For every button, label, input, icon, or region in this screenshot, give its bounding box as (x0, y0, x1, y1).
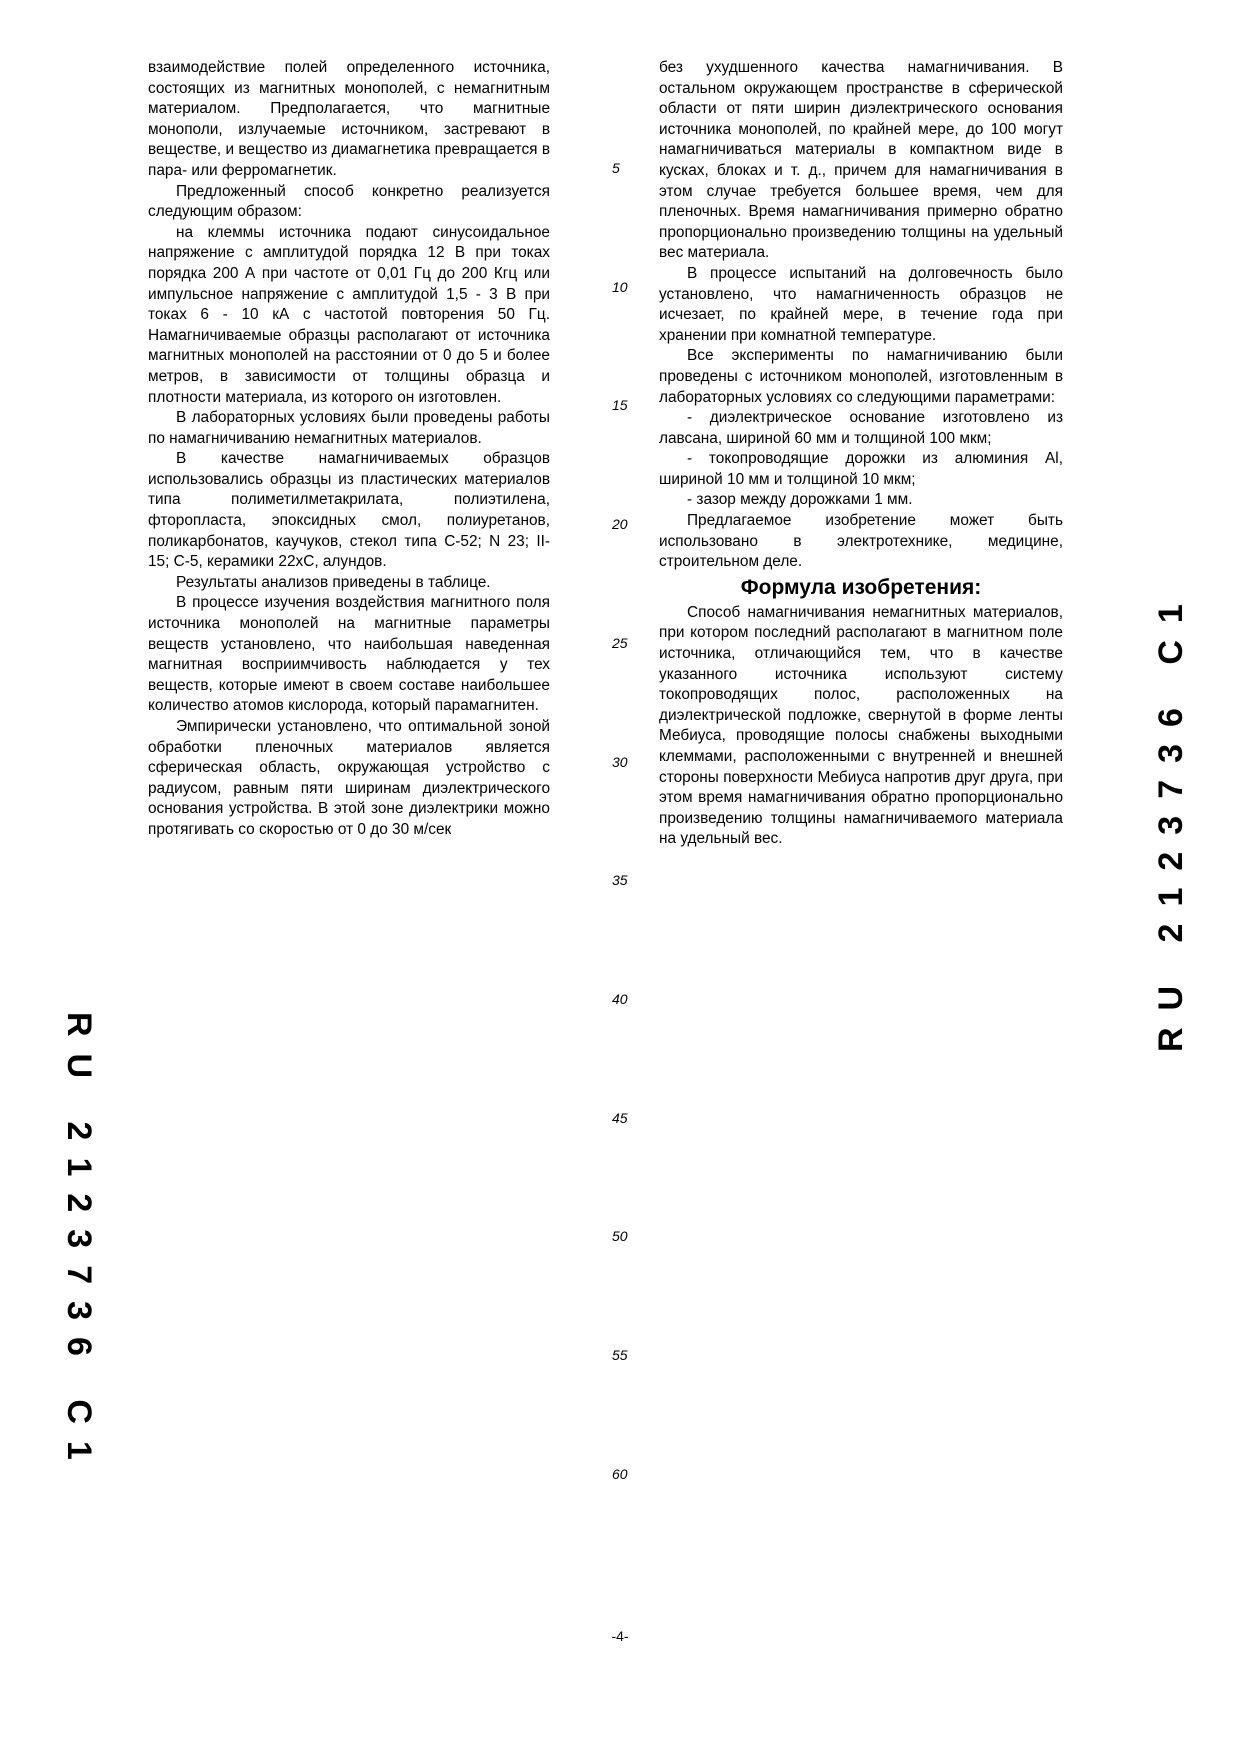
line-number: 45 (612, 1109, 628, 1126)
line-number: 30 (612, 753, 628, 770)
side-label-right: RU 2123736 C1 (1152, 587, 1190, 1052)
paragraph: взаимодействие полей определенного источника, состоящих из магнитных монополей, с немагнитным материалом. Предполагается, что магнитные монополи, излучаемые источником, застревают в веществе, и вещество из диамагнетика превращается в пара- или ферромагнетик. (148, 59, 550, 179)
paragraph: на клеммы источника подают синусоидальное напряжение с амплитудой порядка 12 В при токах порядка 200 А при частоте от 0,01 Гц до 200 Кгц или импульсное напряжение с амплитудой 1,5 - 3 В при токах 6 - 10 кА с частотой повторения 50 Гц. Намагничиваемые образцы располагают от источника магнитных монополей на расстоянии от 0 до 5 и более метров, в зависимости от толщины образца и плотности материала, из которого он изготовлен. (148, 223, 550, 406)
left-column (148, 58, 550, 841)
paragraph: В процессе изучения воздействия магнитного поля источника монополей на магнитные параметры веществ установлено, что наибольшая наведенная магнитная восприимчивость наблюдается у тех веществ, которые имеют в своем составе наибольшее количество атомов кислорода, который парамагнитен. (148, 594, 550, 715)
line-number: 35 (612, 872, 628, 889)
line-number: 40 (612, 990, 628, 1007)
description-continuation (659, 58, 1063, 573)
page-number: -4- (611, 1628, 629, 1644)
paragraph: Результаты анализов приведены в таблице. (176, 573, 491, 591)
paragraph: Все эксперименты по намагничиванию были проведены с источником монополей, изготовленным в лабораторных условиях со следующими параметрами: (659, 347, 1063, 406)
line-number: 10 (612, 278, 628, 295)
paragraph: - токопроводящие дорожки из алюминия Al, шириной 10 мм и толщиной 10 мкм; (659, 450, 1063, 488)
paragraph: В лабораторных условиях были проведены работы по намагничиванию немагнитных материалов. (148, 409, 550, 447)
side-label-left: RU 2123736 C1 (60, 1012, 98, 1477)
line-number: 15 (612, 397, 628, 414)
paragraph: - зазор между дорожками 1 мм. (687, 491, 913, 509)
right-column (659, 58, 1063, 850)
line-number: 60 (612, 1465, 628, 1482)
line-number: 50 (612, 1228, 628, 1245)
paragraph: Эмпирически установлено, что оптимальной зоной обработки пленочных материалов является сферическая область, окружающая устройство с радиусом, равным пяти ширинам диэлектрического основания устройства. В этой зоне диэлектрики можно протягивать со скоростью от 0 до 30 м/сек (148, 718, 550, 838)
formula-heading: Формула изобретения: (740, 575, 982, 599)
line-number: 55 (612, 1347, 628, 1363)
claims-text (659, 603, 1063, 850)
paragraph: В процессе испытаний на долговечность было установлено, что намагниченность образцов не исчезает, по крайней мере, в течение года при хранении при комнатной температуре. (659, 264, 1063, 344)
line-number: 5 (612, 160, 620, 176)
line-number: 25 (612, 634, 628, 651)
paragraph: Предложенный способ конкретно реализуется следующим образом: (148, 182, 550, 221)
line-number: 20 (612, 516, 628, 533)
paragraph: В качестве намагничиваемых образцов использовались образцы из пластических материалов типа полиметилметакрилата, полиэтилена, фторопласта, эпоксидных смол, полиуретанов, поликарбонатов, каучуков, стекол типа С-52; N 23; II-15; С-5, керамики 22хС, алундов. (148, 450, 550, 571)
paragraph: - диэлектрическое основание изготовлено из лавсана, шириной 60 мм и толщиной 100 мкм; (659, 409, 1063, 447)
paragraph: Способ намагничивания немагнитных материалов, при котором последний располагают в магнитном поле источника, отличающийся тем, что в качестве указанного источника используют систему токопроводящих полос, расположенных на диэлектрической подложке, свернутой в форме ленты Мебиуса, проводящие полосы снабжены выходными клеммами, расположенными с внутренней и внешней стороны поверхности Мебиуса напротив друг друга, при этом время намагничивания обратно пропорционально произведению толщины намагничиваемого материала на удельный вес. (659, 603, 1063, 848)
paragraph: без ухудшенного качества намагничивания. В остальном окружающем пространстве в сферической области от пяти ширин диэлектрического основания источника монополей, по крайней мере, до 100 могут намагничиваться материалы в компактном виде в кусках, блоках и т. д., причем для намагничивания в этом случае требуется большее время, чем для пленочных. Время намагничивания примерно обратно пропорционально произведению толщины на удельный вес материала. (659, 59, 1063, 262)
paragraph: Предлагаемое изобретение может быть использовано в электротехнике, медицине, строительном деле. (659, 512, 1063, 571)
